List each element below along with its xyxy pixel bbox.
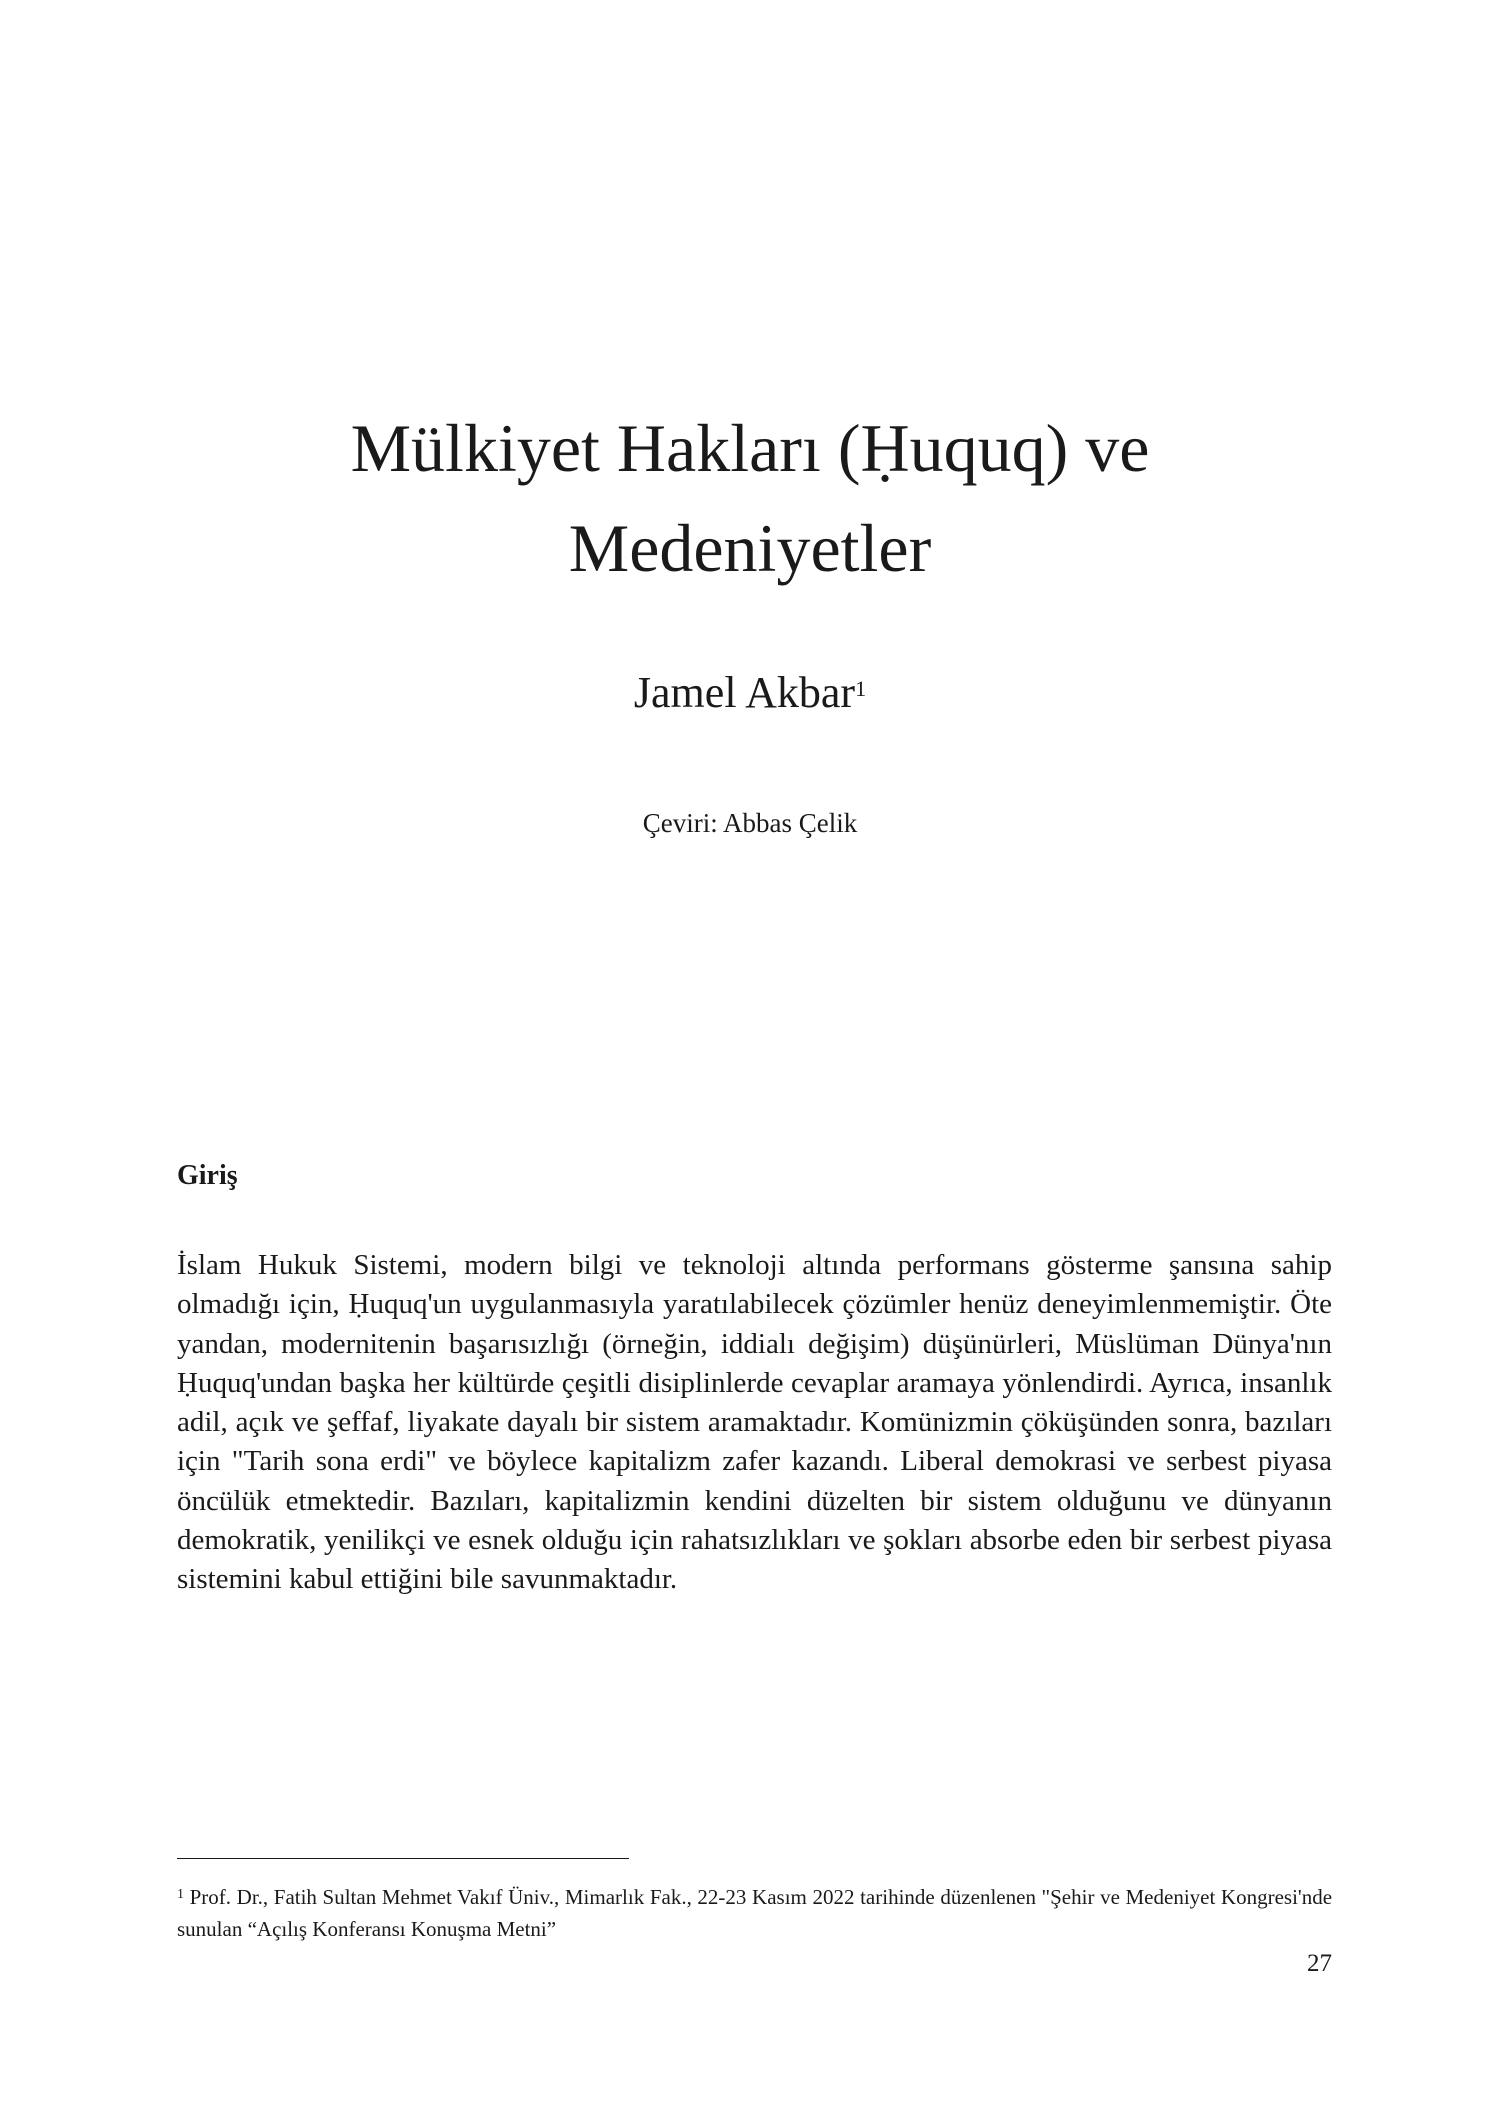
footnote-marker: 1 [177, 1887, 184, 1902]
page-number: 27 [1307, 1950, 1332, 1977]
author-footnote-marker[interactable]: 1 [855, 676, 867, 701]
article-title [0, 398, 1500, 598]
title-line-1: Mülkiyet Hakları (Ḥuquq) ve [350, 410, 1150, 486]
title-line-2: Medeniyetler [568, 510, 932, 586]
footnote-divider [177, 1858, 629, 1859]
section-heading: Giriş [177, 1160, 238, 1191]
translator-credit: Çeviri: Abbas Çelik [642, 808, 858, 838]
author-line [0, 665, 1500, 721]
footnote-text: Prof. Dr., Fatih Sultan Mehmet Vakıf Üniv., Mimarlık Fak., 22-23 Kasım 2022 tarihinde düzenlenen "Şehir ve Medeniyet Kongresi'nde sunulan “Açılış Konferansı Konuşma Metni” [177, 1885, 1333, 1941]
footnote [177, 1881, 1332, 1945]
author-name: Jamel Akbar [633, 668, 856, 717]
body-paragraph: İslam Hukuk Sistemi, modern bilgi ve teknoloji altında performans gösterme şansına sahip olmadığı için, Ḥuquq'un uygulanmasıyla yaratılabilecek çözümler henüz deneyimlenmemiştir. Öte yandan, modernitenin başarısızlığı (örneğin, iddialı değişim) düşünürleri, Müslüman Dünya'nın Ḥuquq'undan başka her kültürde çeşitli disiplinlerde cevaplar aramaya yönlendirdi. Ayrıca, insanlık adil, açık ve şeffaf, liyakate dayalı bir sistem aramaktadır. Komünizmin çöküşünden sonra, bazıları için "Tarih sona erdi" ve böylece kapitalizm zafer kazandı. Liberal demokrasi ve serbest piyasa öncülük etmektedir. Bazıları, kapitalizmin kendini düzelten bir sistem olduğunu ve dünyanın demokratik, yenilikçi ve esnek olduğu için rahatsızlıkları ve şokları absorbe eden bir serbest piyasa sistemini kabul ettiğini bile savunmaktadır. [177, 1249, 1332, 1596]
